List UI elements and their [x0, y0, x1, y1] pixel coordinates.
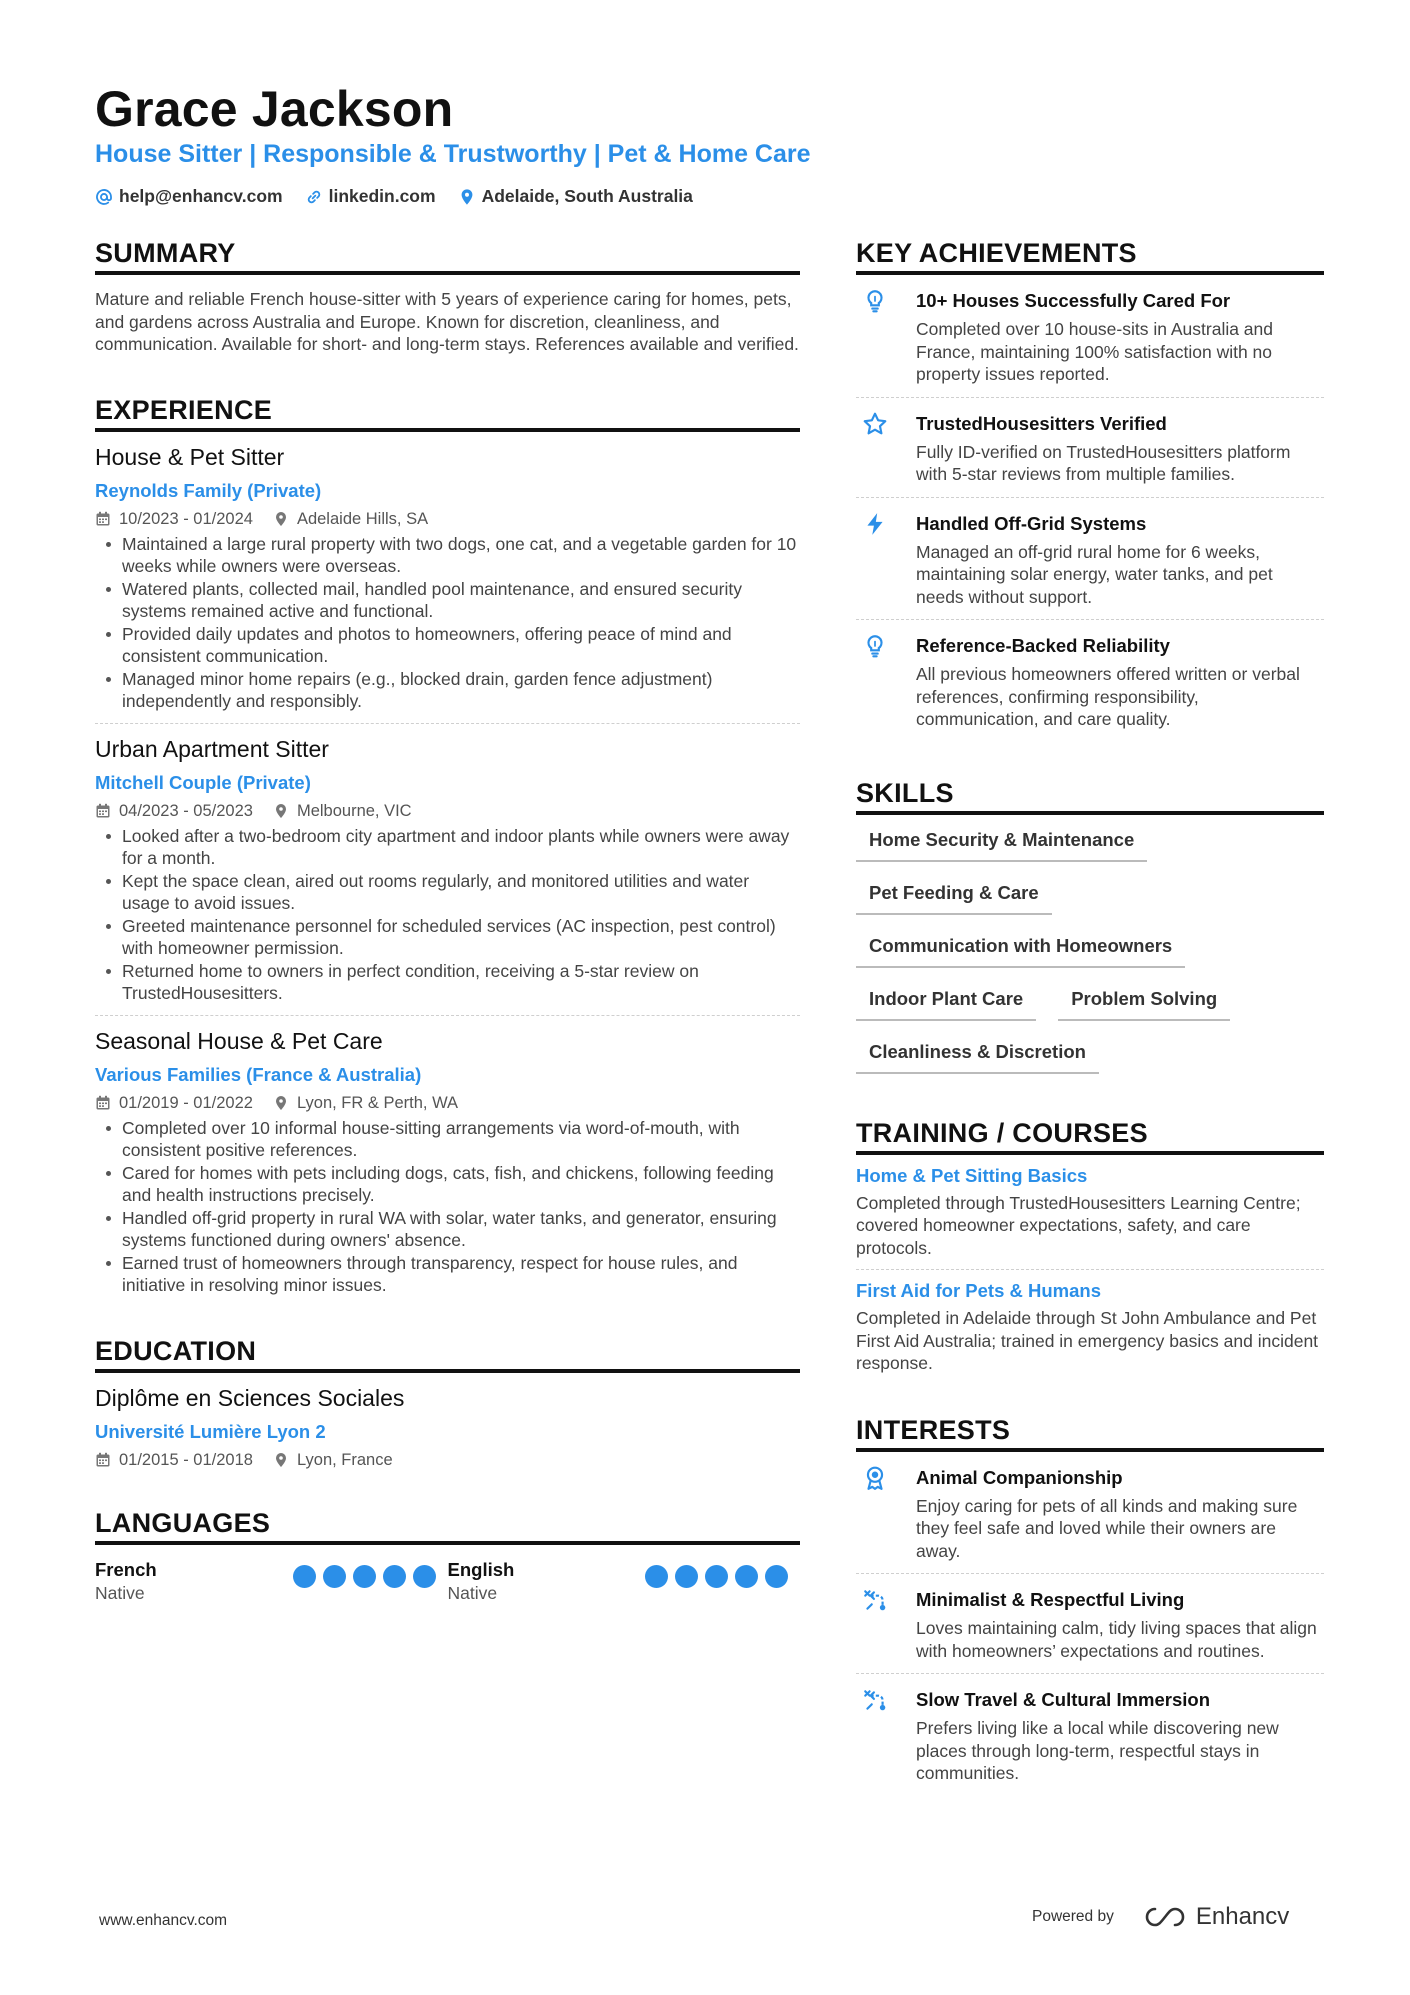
language-rating [293, 1565, 436, 1588]
job-location-text: Adelaide Hills, SA [296, 509, 429, 528]
contact-email[interactable] [95, 186, 283, 207]
training-section [856, 1118, 1324, 1385]
location-pin-icon [458, 188, 476, 206]
education-dates-text: 01/2015 - 01/2018 [119, 1450, 253, 1469]
summary-text: Mature and reliable French house-sitter with 5 years of experience caring for homes, pets, and gardens across Australia and Europe. Known for discretion, cleanliness, and communication. Available for short- and long-term stays. References available and verified. [95, 289, 799, 354]
job-dates [95, 802, 253, 821]
job-bullets [95, 1117, 800, 1297]
achievement-content [916, 633, 1324, 731]
job-bullet: Greeted maintenance personnel for scheduled services (AC inspection, pest control) with homeowner permission. [95, 915, 800, 960]
enhancv-logo-icon [1142, 1905, 1188, 1929]
interest-icon-wrap [856, 1587, 916, 1662]
achievement-title: 10+ Houses Successfully Cared For [916, 290, 1231, 311]
rating-dot [323, 1565, 346, 1588]
skill-tag: Home Security & Maintenance [856, 829, 1147, 862]
language-text [95, 1559, 157, 1604]
job-location [273, 1094, 458, 1113]
achievements-heading: KEY ACHIEVEMENTS [856, 238, 1324, 275]
job-bullet: Earned trust of homeowners through transparency, respect for house rules, and initiative in resolving minor issues. [95, 1252, 800, 1297]
interest-content [916, 1465, 1324, 1563]
language-text [448, 1559, 515, 1604]
education-location-text: Lyon, France [296, 1450, 393, 1469]
interest-icon-wrap [856, 1687, 916, 1785]
skills-heading: SKILLS [856, 778, 1324, 815]
rating-dot [413, 1565, 436, 1588]
job-dates-text: 10/2023 - 01/2024 [119, 509, 253, 528]
rating-dot [735, 1565, 758, 1588]
job-bullet: Looked after a two-bedroom city apartment and indoor plants while owners were away for a month. [95, 825, 800, 870]
school-name: Université Lumière Lyon 2 [95, 1420, 326, 1442]
job-bullet: Completed over 10 informal house-sitting arrangements via word-of-mouth, with consistent positive references. [95, 1117, 800, 1162]
footer-branding [1032, 1903, 1289, 1931]
achievement-title: Handled Off-Grid Systems [916, 512, 1147, 534]
interest-item [856, 1574, 1324, 1674]
brand-name: Enhancv [1195, 1903, 1290, 1930]
course-item [856, 1270, 1324, 1385]
location-pin-icon [273, 511, 289, 527]
language-name: English [447, 1558, 515, 1580]
star-icon [862, 411, 888, 437]
languages-list [95, 1559, 800, 1604]
course-desc: Completed in Adelaide through St John Ambulance and Pet First Aid Australia; trained in emergency basics and incident response. [856, 1308, 1319, 1373]
language-name: French [95, 1558, 157, 1580]
calendar-icon [95, 511, 111, 527]
skill-tag: Problem Solving [1058, 988, 1230, 1021]
interests-heading: INTERESTS [856, 1415, 1324, 1452]
interest-desc: Enjoy caring for pets of all kinds and making sure they feel safe and loved while their owners are away. [916, 1495, 1298, 1561]
job-location [273, 510, 428, 529]
job-dates-text: 01/2019 - 01/2022 [119, 1093, 253, 1112]
achievement-icon-wrap [856, 511, 916, 609]
contact-email-text: help@enhancv.com [119, 186, 283, 206]
course-title: Home & Pet Sitting Basics [856, 1164, 1088, 1186]
achievement-content [916, 288, 1324, 386]
language-item [95, 1559, 448, 1604]
contact-bar [95, 186, 693, 207]
interest-content [916, 1587, 1324, 1662]
job-bullets [95, 825, 800, 1005]
interest-icon-wrap [856, 1465, 916, 1563]
candidate-name: Grace Jackson [95, 81, 454, 137]
lightbulb-icon [862, 633, 888, 659]
rating-dot [293, 1565, 316, 1588]
achievements-section [856, 238, 1324, 742]
interests-section [856, 1415, 1324, 1796]
rating-dot [765, 1565, 788, 1588]
interest-desc: Loves maintaining calm, tidy living spaces that align with homeowners’ expectations and routines. [916, 1618, 1317, 1661]
summary-section [95, 238, 800, 356]
job-title: Urban Apartment Sitter [95, 735, 329, 762]
job-location-text: Melbourne, VIC [296, 801, 412, 820]
location-pin-icon [273, 1095, 289, 1111]
location-pin-icon [273, 803, 289, 819]
contact-linkedin[interactable] [305, 186, 436, 207]
education-entry [95, 1373, 800, 1480]
left-column [95, 238, 800, 1604]
interest-title: Animal Companionship [916, 1466, 1123, 1488]
calendar-icon [95, 1095, 111, 1111]
route-icon [862, 1587, 888, 1613]
education-meta [95, 1451, 800, 1470]
job-entry [95, 432, 800, 724]
at-icon [95, 188, 113, 206]
interest-title: Minimalist & Respectful Living [916, 1589, 1185, 1610]
job-entry [95, 1016, 800, 1307]
contact-location-text: Adelaide, South Australia [481, 186, 693, 206]
route-icon [862, 1687, 888, 1713]
languages-section [95, 1508, 800, 1604]
languages-heading: LANGUAGES [95, 1508, 800, 1545]
right-column [856, 238, 1324, 1796]
rating-dot [353, 1565, 376, 1588]
achievement-desc: Completed over 10 house-sits in Australia and France, maintaining 100% satisfaction with no property issues reported. [916, 319, 1274, 384]
skill-tag: Indoor Plant Care [856, 988, 1036, 1021]
job-company: Mitchell Couple (Private) [95, 771, 311, 793]
education-heading: EDUCATION [95, 1336, 800, 1373]
job-bullets [95, 533, 800, 713]
job-meta [95, 510, 800, 529]
education-section [95, 1336, 800, 1480]
education-location [273, 1451, 393, 1470]
rating-dot [675, 1565, 698, 1588]
job-bullet: Managed minor home repairs (e.g., blocked drain, garden fence adjustment) independently and responsibly. [95, 668, 800, 713]
calendar-icon [95, 803, 111, 819]
location-pin-icon [273, 1452, 289, 1468]
achievement-icon-wrap [856, 633, 916, 731]
job-company: Reynolds Family (Private) [95, 479, 322, 501]
lightning-icon [862, 511, 888, 537]
powered-by-label: Powered by [1032, 1908, 1114, 1925]
job-company: Various Families (France & Australia) [95, 1063, 422, 1085]
job-bullet: Kept the space clean, aired out rooms regularly, and monitored utilities and water usage to avoid issues. [95, 870, 800, 915]
education-dates [95, 1451, 253, 1470]
calendar-icon [95, 1452, 111, 1468]
rating-dot [383, 1565, 406, 1588]
achievement-desc: Fully ID-verified on TrustedHousesitters platform with 5-star reviews from multiple families. [916, 441, 1291, 484]
interest-content [916, 1687, 1324, 1785]
experience-section [95, 395, 800, 1307]
job-title: Seasonal House & Pet Care [95, 1027, 383, 1054]
interest-desc: Prefers living like a local while discovering new places through long-term, respectful stays in communities. [916, 1718, 1279, 1783]
achievement-desc: All previous homeowners offered written or verbal references, confirming responsibility, communication, and care quality. [916, 664, 1300, 729]
experience-heading: EXPERIENCE [95, 395, 800, 432]
achievement-title: TrustedHousesitters Verified [916, 412, 1167, 434]
interest-title: Slow Travel & Cultural Immersion [916, 1689, 1211, 1710]
course-item [856, 1155, 1324, 1271]
job-meta [95, 1094, 800, 1113]
job-meta [95, 802, 800, 821]
course-title: First Aid for Pets & Humans [856, 1280, 1101, 1301]
job-entry [95, 724, 800, 1016]
rating-dot [645, 1565, 668, 1588]
job-dates [95, 1094, 253, 1113]
achievement-title: Reference-Backed Reliability [916, 635, 1170, 656]
skill-tag: Pet Feeding & Care [856, 882, 1052, 915]
course-desc: Completed through TrustedHousesitters Learning Centre; covered homeowner expectations, safety, and care protocols. [856, 1192, 1301, 1258]
job-bullet: Handled off-grid property in rural WA with solar, water tanks, and generator, ensuring systems functioned during owners' absence. [95, 1207, 800, 1252]
achievement-icon-wrap [856, 288, 916, 386]
achievement-content [916, 411, 1324, 486]
achievement-item [856, 275, 1324, 398]
award-ribbon-icon [862, 1465, 888, 1491]
job-location [273, 802, 412, 821]
achievement-item [856, 398, 1324, 498]
footer-website[interactable]: www.enhancv.com [99, 1912, 228, 1929]
link-icon [305, 188, 323, 206]
brand-logo[interactable] [1142, 1903, 1289, 1931]
contact-linkedin-text: linkedin.com [328, 186, 436, 206]
language-level: Native [447, 1582, 498, 1603]
skills-section [856, 778, 1324, 1074]
lightbulb-icon [862, 288, 888, 314]
interest-item [856, 1674, 1324, 1796]
achievement-desc: Managed an off-grid rural home for 6 weeks, maintaining solar energy, water tanks, and pet needs without support. [916, 541, 1273, 607]
job-dates-text: 04/2023 - 05/2023 [119, 801, 253, 820]
skill-tag: Cleanliness & Discretion [856, 1041, 1099, 1074]
language-level: Native [95, 1582, 145, 1603]
job-dates [95, 510, 253, 529]
skill-tag: Communication with Homeowners [856, 935, 1185, 968]
achievement-content [916, 511, 1324, 609]
job-bullet: Cared for homes with pets including dogs, cats, fish, and chickens, following feeding and health instructions precisely. [95, 1162, 800, 1207]
achievement-icon-wrap [856, 411, 916, 486]
job-title: House & Pet Sitter [95, 443, 285, 470]
job-bullet: Provided daily updates and photos to homeowners, offering peace of mind and consistent communication. [95, 623, 800, 668]
job-bullet: Maintained a large rural property with two dogs, one cat, and a vegetable garden for 10 weeks while owners were overseas. [95, 533, 800, 578]
achievement-item [856, 498, 1324, 621]
rating-dot [705, 1565, 728, 1588]
language-item [448, 1559, 801, 1604]
language-rating [645, 1565, 788, 1588]
candidate-tagline: House Sitter | Responsible & Trustworthy | Pet & Home Care [95, 140, 811, 168]
summary-heading: SUMMARY [95, 238, 800, 275]
training-heading: TRAINING / COURSES [856, 1118, 1324, 1155]
skills-list [856, 829, 1324, 1074]
degree-title: Diplôme en Sciences Sociales [95, 1384, 405, 1411]
contact-location [458, 186, 693, 207]
interest-item [856, 1452, 1324, 1575]
job-location-text: Lyon, FR & Perth, WA [296, 1093, 459, 1112]
job-bullet: Returned home to owners in perfect condition, receiving a 5-star review on TrustedHousesitters. [95, 960, 800, 1005]
achievement-item [856, 620, 1324, 742]
job-bullet: Watered plants, collected mail, handled pool maintenance, and ensured security systems remained active and functional. [95, 578, 800, 623]
